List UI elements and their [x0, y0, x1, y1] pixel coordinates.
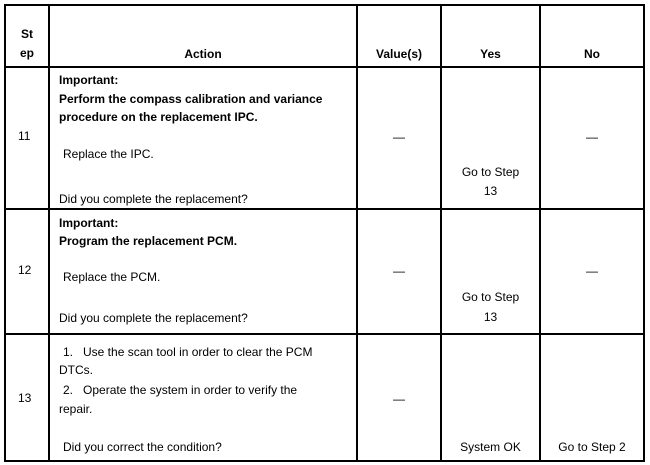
yes-cell: System OK	[460, 440, 521, 454]
yes-cell-line2: 13	[483, 310, 498, 324]
step-number: 12	[18, 263, 32, 277]
yes-cell-line1: Go to Step	[461, 165, 520, 179]
important-text-line2: procedure on the replacement IPC.	[59, 110, 258, 124]
yes-cell-line1: Go to Step	[461, 290, 520, 304]
table-border-top	[4, 4, 645, 6]
col-divider-step-action	[48, 4, 50, 462]
values-cell: —	[393, 392, 405, 406]
header-action: Action	[184, 47, 222, 61]
table-border-right	[643, 4, 645, 462]
col-divider-yes-no	[539, 4, 541, 462]
list-item-2-line1: 2. Operate the system in order to verify the	[63, 383, 298, 397]
list-item-1-line2: DTCs.	[59, 363, 93, 377]
header-step-line2: ep	[19, 46, 34, 60]
important-label: Important:	[59, 216, 119, 230]
values-cell: —	[393, 130, 405, 144]
yes-cell-line2: 13	[483, 184, 498, 198]
step-number: 13	[18, 391, 32, 405]
list-item-1-line1: 1. Use the scan tool in order to clear the PCM	[63, 345, 313, 359]
header-no: No	[584, 47, 600, 61]
no-cell: —	[586, 264, 598, 278]
important-label: Important:	[59, 73, 119, 87]
no-cell: Go to Step 2	[558, 440, 626, 454]
instruction-text: Replace the IPC.	[63, 147, 154, 161]
instruction-text: Replace the PCM.	[63, 270, 161, 284]
important-text-line1: Perform the compass calibration and variance	[59, 92, 323, 106]
step-number: 11	[18, 129, 31, 143]
list-item-2-line2: repair.	[59, 402, 93, 416]
no-cell: —	[586, 130, 598, 144]
question-text: Did you complete the replacement?	[59, 192, 248, 206]
header-step-line1: St	[21, 27, 33, 41]
table-border-left	[4, 4, 6, 462]
header-values: Value(s)	[375, 47, 423, 61]
row-divider-12-13	[4, 333, 645, 335]
header-divider	[4, 66, 645, 68]
col-divider-values-yes	[440, 4, 442, 462]
question-text: Did you correct the condition?	[63, 440, 222, 454]
values-cell: —	[393, 264, 405, 278]
question-text: Did you complete the replacement?	[59, 311, 248, 325]
header-yes: Yes	[480, 47, 501, 61]
important-text-line1: Program the replacement PCM.	[59, 234, 238, 248]
table-border-bottom	[4, 460, 645, 462]
